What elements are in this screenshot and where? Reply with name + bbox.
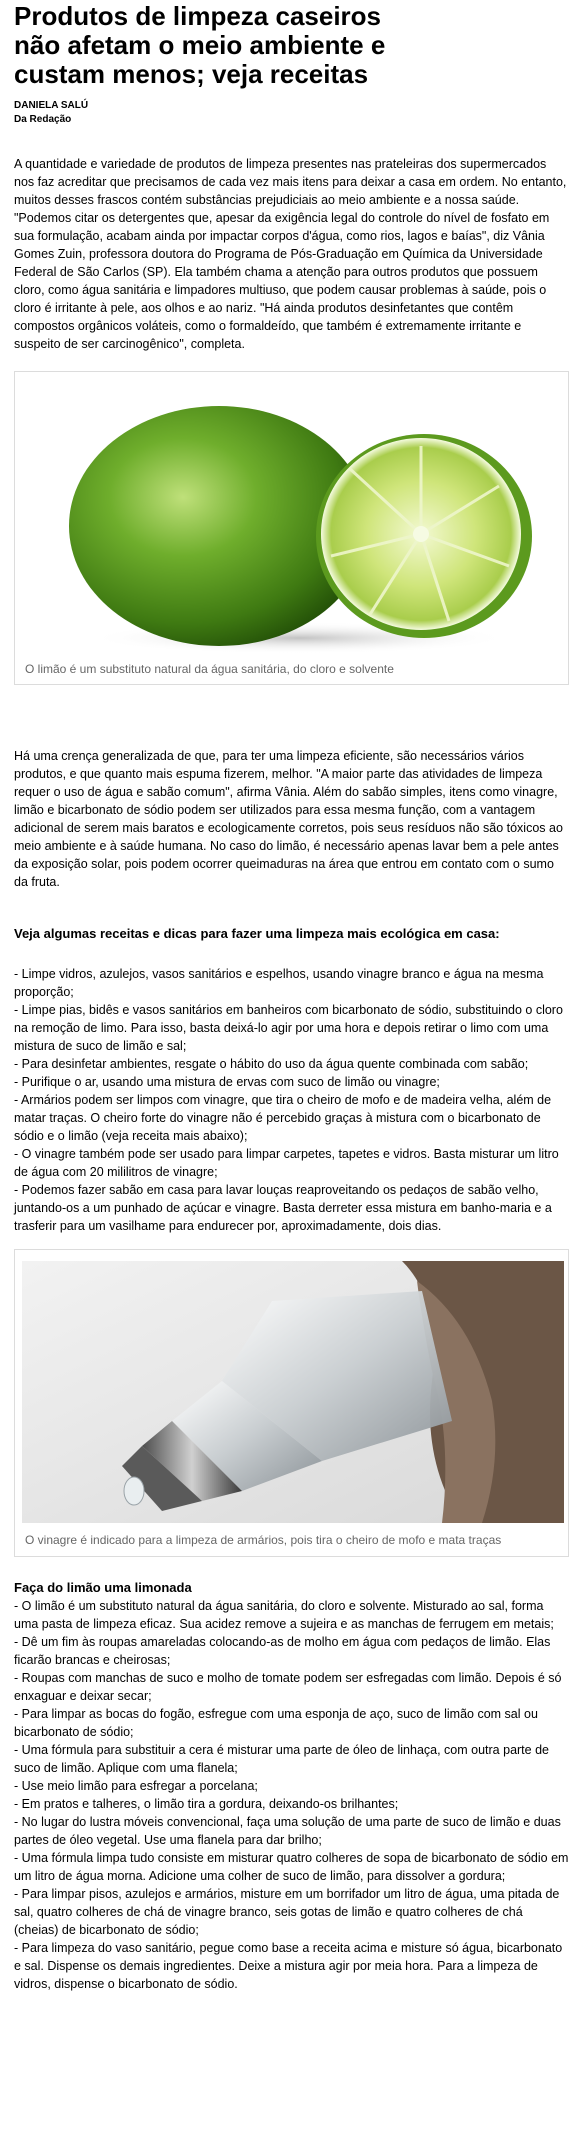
- lemon-heading: Faça do limão uma limonada: [14, 1580, 192, 1595]
- list-item: - Use meio limão para esfregar a porcelana;: [14, 1779, 258, 1793]
- lime-caption: O limão é um substituto natural da água sanitária, do cloro e solvente: [25, 662, 394, 676]
- list-item: - Purifique o ar, usando uma mistura de ervas com suco de limão ou vinagre;: [14, 1075, 440, 1089]
- author-name: DANIELA SALÚ: [14, 100, 89, 111]
- lime-photo: [19, 376, 567, 658]
- list-item: - Armários podem ser limpos com vinagre, que tira o cheiro de mofo e de madeira velha, além de matar traças. O cheiro forte do vinagre não é percebido graças à mistura com o bicarbonato de sódio e o limão (veja receita mais abaixo);: [14, 1093, 552, 1143]
- list-item: - Em pratos e talheres, o limão tira a gordura, deixando-os brilhantes;: [14, 1797, 399, 1811]
- intro-paragraph: A quantidade e variedade de produtos de limpeza presentes nas prateleiras dos supermercados nos faz acreditar que precisamos de cada vez mais itens para deixar a casa em ordem. No entanto, muitos desses frascos contém substâncias prejudiciais ao meio ambiente e a nossa saúde. "Podemos citar os detergentes que, apesar da exigência legal do controle do nível de fosfato em sua formulação, acabam ainda por impactar corpos d'água, como rios, lagos e baías", diz Vânia Gomes Zuin, professora doutora do Programa de Pós-Graduação em Química da Universidade Federal de São Carlos (SP). Ela também chama a atenção para outros produtos que possuem cloro, como água sanitária e limpadores multiuso, que podem causar problemas à saúde, pois o cloro é irritante à pele, aos olhos e ao nariz. "Há ainda produtos desinfetantes que contêm compostos orgânicos voláteis, como o formaldeído, que também é extremamente irritante e suspeito de ser carcinogênico", completa.: [14, 157, 567, 351]
- tips-heading: Veja algumas receitas e dicas para fazer uma limpeza mais ecológica em casa:: [14, 926, 500, 941]
- list-item: - Uma fórmula para substituir a cera é misturar uma parte de óleo de linhaça, com outra parte de suco de limão. Aplique com uma flanela;: [14, 1743, 549, 1775]
- vinegar-figure: [14, 1249, 569, 1557]
- vinegar-bottle-photo: [22, 1261, 564, 1523]
- vinegar-caption: O vinagre é indicado para a limpeza de armários, pois tira o cheiro de mofo e mata traças: [25, 1533, 502, 1547]
- list-item: - No lugar do lustra móveis convencional, faça uma solução de uma parte de suco de limão e duas partes de óleo vegetal. Use uma flanela para dar brilho;: [14, 1815, 561, 1847]
- lime-figure: [14, 371, 569, 685]
- list-item: - Roupas com manchas de suco e molho de tomate podem ser esfregadas com limão. Depois é só enxaguar e deixar secar;: [14, 1671, 562, 1703]
- list-item: - O vinagre também pode ser usado para limpar carpetes, tapetes e vidros. Basta misturar um litro de água com 20 mililitros de vinagre;: [14, 1147, 559, 1179]
- list-item: - Podemos fazer sabão em casa para lavar louças reaproveitando os pedaços de sabão velho, juntando-os a um punhado de açúcar e vinagre. Basta derreter essa mistura em banho-maria e a trasferir para um vasilhame para endurecer por, aproximadamente, dois dias.: [14, 1183, 552, 1233]
- body-paragraph: Há uma crença generalizada de que, para ter uma limpeza eficiente, são necessários vários produtos, e que quanto mais espuma fizerem, melhor. "A maior parte das atividades de limpeza requer o uso de água e sabão comum", afirma Vânia. Além do sabão simples, itens como vinagre, limão e bicarbonato de sódio podem ser utilizados para essa mesma função, com a vantagem adicional de serem mais baratos e ecologicamente corretos, pois seus resíduos não são tóxicos ao meio ambiente e à saúde humana. No caso do limão, é necessário apenas lavar bem a pele antes da exposição solar, pois podem ocorrer queimaduras na área que entrou em contato com o sumo da fruta.: [14, 749, 563, 889]
- tips-list: [14, 965, 569, 1235]
- byline: [14, 99, 569, 127]
- lemon-tips-list: [14, 1597, 569, 1993]
- list-item: - Uma fórmula limpa tudo consiste em misturar quatro colheres de sopa de bicarbonato de sódio em um litro de água morna. Adicione uma colher de suco de limão, para dissolver a gordura;: [14, 1851, 569, 1883]
- author-desk: Da Redação: [14, 114, 72, 125]
- list-item: - Para limpar pisos, azulejos e armários, misture em um borrifador um litro de água, uma pitada de sal, quatro colheres de chá de vinagre branco, seis gotas de limão e quatro colheres de chá (cheias) de bicarbonato de sódio;: [14, 1887, 560, 1937]
- list-item: - Para desinfetar ambientes, resgate o hábito do uso da água quente combinada com sabão;: [14, 1057, 529, 1071]
- list-item: - O limão é um substituto natural da água sanitária, do cloro e solvente. Misturado ao sal, forma uma pasta de limpeza eficaz. Sua acidez remove a sujeira e as manchas de ferrugem em metais;: [14, 1599, 554, 1631]
- list-item: - Dê um fim às roupas amareladas colocando-as de molho em água com pedaços de limão. Elas ficarão brancas e cheirosas;: [14, 1635, 551, 1667]
- list-item: - Limpe vidros, azulejos, vasos sanitários e espelhos, usando vinagre branco e água na mesma proporção;: [14, 967, 544, 999]
- list-item: - Para limpeza do vaso sanitário, pegue como base a receita acima e misture só água, bicarbonato e sal. Dispense os demais ingredientes. Deixe a mistura agir por meia hora. Para a limpeza de vidros, dispense o bicarbonato de sódio.: [14, 1941, 563, 1991]
- headline: Produtos de limpeza caseiros não afetam o meio ambiente e custam menos; veja receitas: [14, 1, 386, 89]
- list-item: - Limpe pias, bidês e vasos sanitários em banheiros com bicarbonato de sódio, substituindo o cloro na remoção de limo. Para isso, basta deixá-lo agir por uma hora e depois retirar o limo com uma mistura de suco de limão e sal;: [14, 1003, 563, 1053]
- list-item: - Para limpar as bocas do fogão, esfregue com uma esponja de aço, suco de limão com sal ou bicarbonato de sódio;: [14, 1707, 538, 1739]
